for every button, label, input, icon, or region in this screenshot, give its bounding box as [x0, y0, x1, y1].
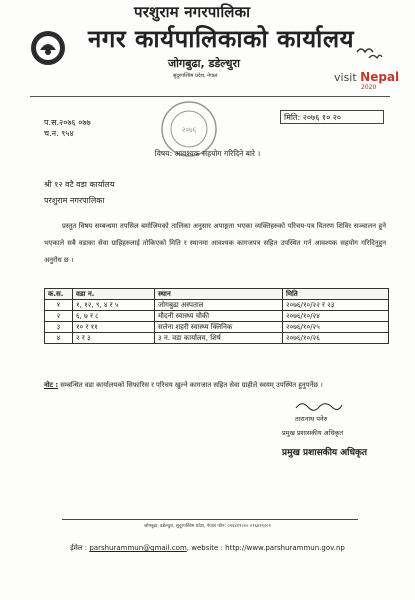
date-cell: २०७६/१०/२५ — [283, 322, 389, 333]
serial-cell: ४ — [45, 333, 73, 344]
ward-cell: २ र ३ — [73, 333, 155, 344]
office-location: जोगबुढा, डडेल्धुरा — [168, 57, 240, 70]
column-header: मिति — [283, 289, 389, 300]
office-location-sub: सुदूरपश्चिम प्रदेश, नेपाल — [173, 73, 218, 79]
column-header: स्थान — [155, 289, 283, 300]
ward-cell: १० र ११ — [73, 322, 155, 333]
email-link[interactable]: parshurammun@gmail.com — [89, 544, 187, 552]
place-cell: जोगबुढा अस्पताल — [155, 300, 283, 311]
table-row — [45, 333, 389, 344]
svg-text:२०७६: २०७६ — [181, 126, 197, 134]
note-text: सम्बन्धित वडा कार्यालयको सिफारिस र परिचय खुल्ने कागजात सहित सेवा ग्राहीले स्वयम् उपस्थित हुनुपर्नेछ । — [58, 381, 323, 389]
serial-cell: १ — [45, 300, 73, 311]
column-header: वडा न. — [73, 289, 155, 300]
header-divider — [30, 96, 390, 97]
visit-nepal-year: 2020 — [361, 84, 377, 91]
signatory-name: तारानाथ पनेरु — [295, 415, 328, 423]
note-label: नोट : — [44, 381, 59, 389]
letter-date: मिति: २०७६ १० २० — [280, 110, 384, 124]
camp-schedule-table — [44, 288, 389, 344]
footer-contact: जोगबुढा, डडेल्धुरा, सुदूरपश्चिम प्रदेश, नेपाल फोन: ०९६४१९००० ०९६४१९००१ — [144, 524, 271, 529]
table-row — [45, 300, 389, 311]
date-cell: २०७६/१०/२६ — [283, 333, 389, 344]
signatory-stamp-title: प्रमुख प्रशासकीय अधिकृत — [282, 448, 368, 458]
place-cell: मौदनी स्वास्थ्य चौकी — [155, 311, 283, 322]
recipient-org: परशुराम नगरपालिका — [44, 196, 105, 205]
table-row — [45, 322, 389, 333]
ward-cell: १, १२, ९, ४ र ५ — [73, 300, 155, 311]
column-header: क.स. — [45, 289, 73, 300]
letter-subject: विषय: आवश्यक सहयोग गरिदिने बारे । — [154, 149, 261, 158]
letter-note — [44, 379, 386, 392]
table-row — [45, 311, 389, 322]
footer-divider — [62, 519, 358, 520]
signature-icon — [294, 398, 344, 412]
serial-cell: ३ — [45, 322, 73, 333]
nepal-emblem-icon — [30, 30, 66, 66]
website-link[interactable]: , website : http://www.parshurammun.gov.np — [186, 544, 345, 552]
date-cell: २०७६/१०/२४ — [283, 311, 389, 322]
date-cell: २०७६/१०/२२ र २३ — [283, 300, 389, 311]
footer-links — [0, 544, 415, 553]
ward-cell: ६, ७ र ८ — [73, 311, 155, 322]
office-name: नगर कार्यपालिकाको कार्यालय — [88, 25, 355, 53]
email-label: ईमेल : — [70, 544, 88, 552]
signatory-title: प्रमुख प्रशासकीय अधिकृत — [282, 429, 344, 437]
recipient-line: श्री १२ वटै वडा कार्यालय — [44, 180, 115, 189]
dispatch-number: च.न. ९५४ — [44, 129, 74, 138]
place-cell: ३ न. वडा कार्यालय, शिर्ष — [155, 333, 283, 344]
table-header-row — [45, 289, 389, 300]
reference-number: प.स.२०७६ ०७७ — [44, 118, 91, 127]
place-cell: सलेना शहरी स्वास्थ्य क्लिनिक — [155, 322, 283, 333]
birds-icon — [355, 44, 383, 62]
org-name: परशुराम नगरपालिका — [134, 3, 251, 21]
letter-body: प्रस्तुत विषय सम्बन्धमा तपसिल बमोजिमको तालिका अनुसार अपाङ्गता भएका व्यक्तिहरुको परिचय-पत्र वितरण शिविर सञ्चालन हुने भएकाले सबै वडाका सेवा ग्राहिहरुलाई तोकिएको मिति र स्थानमा आवश्यक कागजपत्र सहित उपस्थित गर्न आवश्यक सहयोग गरिदिनुहुन अनुरोध छ । — [44, 222, 386, 264]
visit-nepal-logo: visit Nepal — [334, 70, 400, 84]
serial-cell: २ — [45, 311, 73, 322]
